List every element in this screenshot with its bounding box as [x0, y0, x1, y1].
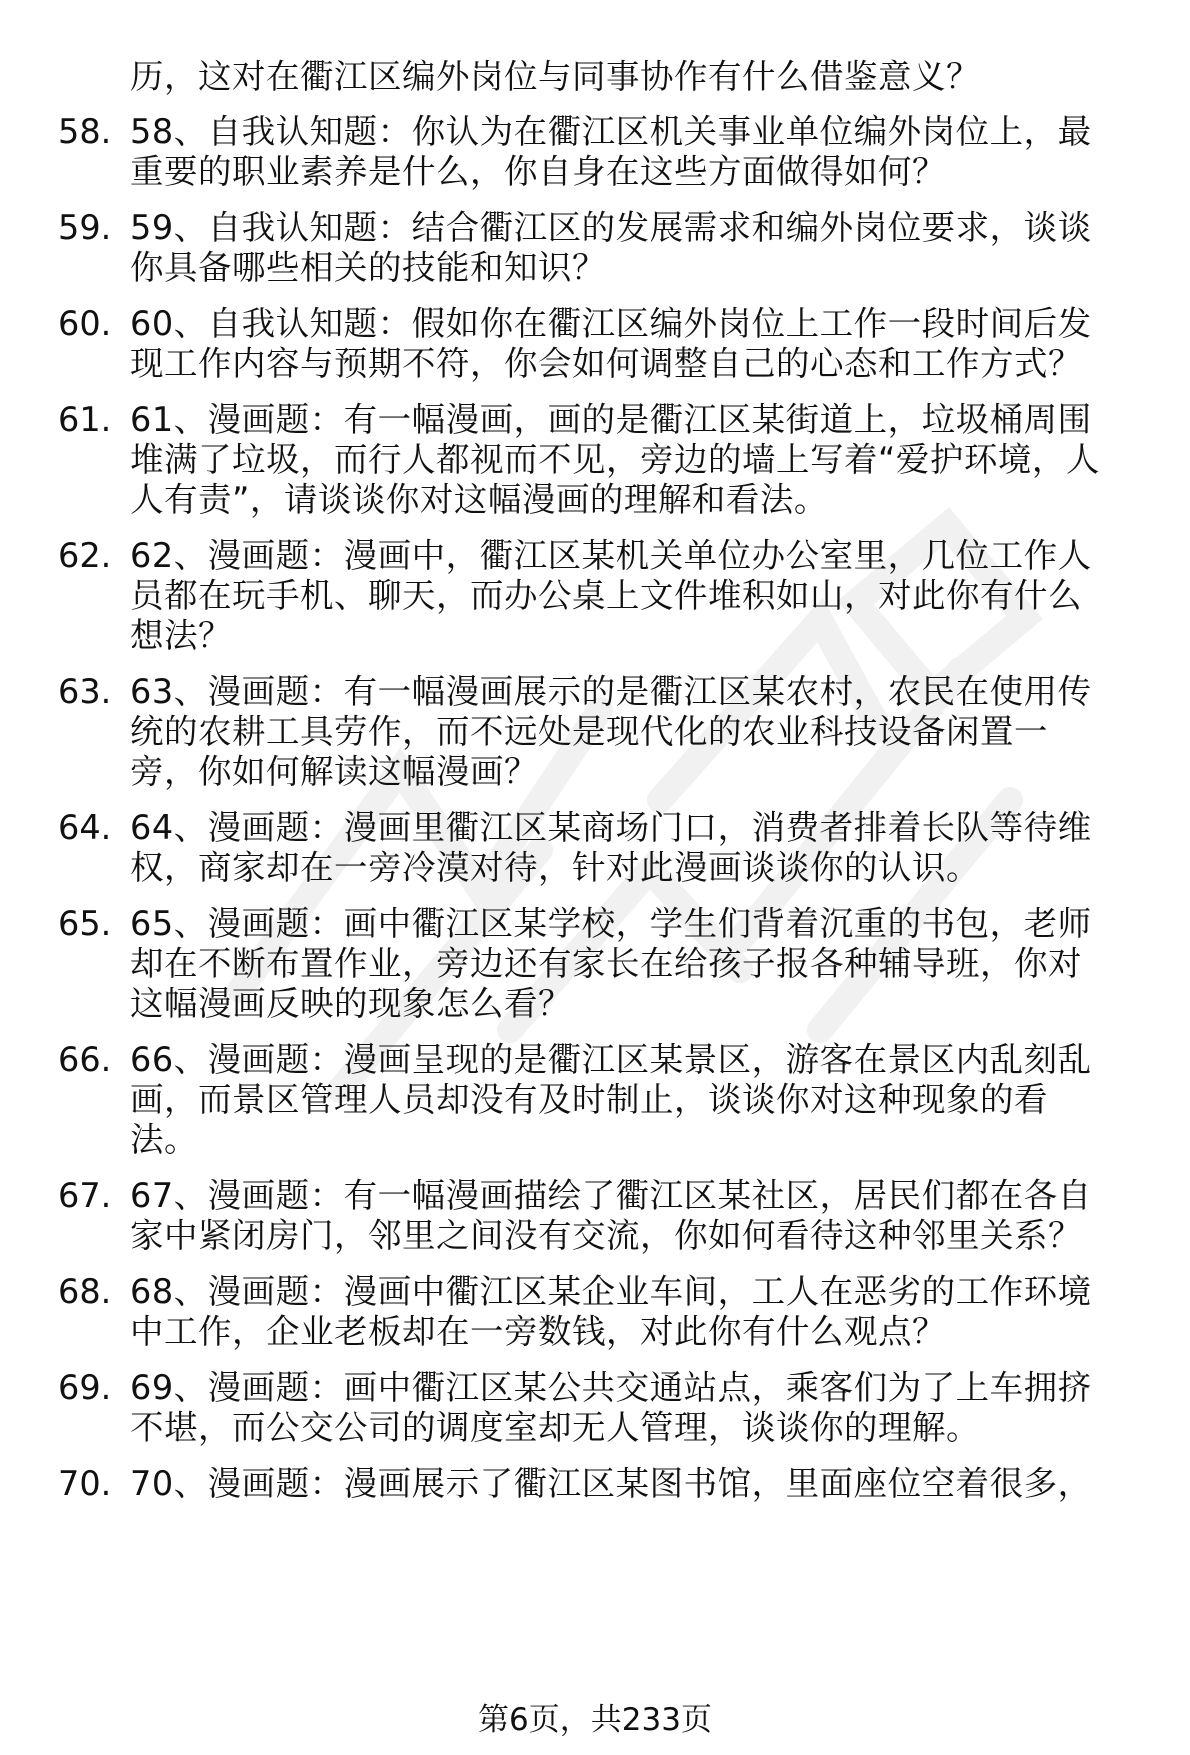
item-number: 68. [58, 1272, 112, 1311]
item-number: 65. [58, 904, 112, 943]
question-line: 堆满了垃圾，而行人都视而不见，旁边的墙上写着“爱护环境，人 [130, 440, 1100, 479]
question-line: 画，而景区管理人员却没有及时制止，谈谈你对这种现象的看 [130, 1080, 1048, 1119]
page-footer: 第6页，共233页 [478, 1702, 712, 1738]
question-line: 中工作，企业老板却在一旁数钱，对此你有什么观点？ [130, 1312, 946, 1351]
question-line: 现工作内容与预期不符，你会如何调整自己的心态和工作方式？ [130, 344, 1082, 383]
item-number: 63. [58, 672, 112, 711]
question-line: 58、自我认知题：你认为在衢江区机关事业单位编外岗位上，最 [130, 112, 1092, 151]
question-line: 法。 [130, 1120, 198, 1159]
question-line: 这幅漫画反映的现象怎么看？ [130, 984, 572, 1023]
question-line: 61、漫画题：有一幅漫画，画的是衢江区某街道上，垃圾桶周围 [130, 400, 1092, 439]
question-line: 统的农耕工具劳作，而不远处是现代化的农业科技设备闲置一 [130, 712, 1048, 751]
question-line: 64、漫画题：漫画里衢江区某商场门口，消费者排着长队等待维 [130, 808, 1092, 847]
question-line: 63、漫画题：有一幅漫画展示的是衢江区某农村，农民在使用传 [130, 672, 1092, 711]
item-number: 58. [58, 112, 112, 151]
question-line: 权，商家却在一旁冷漠对待，针对此漫画谈谈你的认识。 [130, 848, 980, 887]
question-line: 你具备哪些相关的技能和知识？ [130, 248, 606, 287]
question-line: 想法？ [130, 616, 232, 655]
item-number: 66. [58, 1040, 112, 1079]
question-line: 却在不断布置作业，旁边还有家长在给孩子报各种辅导班，你对 [130, 944, 1082, 983]
question-line: 员都在玩手机、聊天，而办公桌上文件堆积如山，对此你有什么 [130, 576, 1082, 615]
question-line: 旁，你如何解读这幅漫画？ [130, 752, 538, 791]
continuation-line: 历，这对在衢江区编外岗位与同事协作有什么借鉴意义？ [130, 57, 980, 96]
question-line: 60、自我认知题：假如你在衢江区编外岗位上工作一段时间后发 [130, 304, 1092, 343]
question-line: 不堪，而公交公司的调度室却无人管理，谈谈你的理解。 [130, 1408, 980, 1447]
question-line: 68、漫画题：漫画中衢江区某企业车间，工人在恶劣的工作环境 [130, 1272, 1092, 1311]
item-number: 60. [58, 304, 112, 343]
question-line: 66、漫画题：漫画呈现的是衢江区某景区，游客在景区内乱刻乱 [130, 1040, 1092, 1079]
question-line: 67、漫画题：有一幅漫画描绘了衢江区某社区，居民们都在各自 [130, 1176, 1092, 1215]
question-line: 62、漫画题：漫画中，衢江区某机关单位办公室里，几位工作人 [130, 536, 1092, 575]
item-number: 69. [58, 1368, 112, 1407]
question-line: 69、漫画题：画中衢江区某公共交通站点，乘客们为了上车拥挤 [130, 1368, 1092, 1407]
item-number: 61. [58, 400, 112, 439]
item-number: 64. [58, 808, 112, 847]
question-line: 家中紧闭房门，邻里之间没有交流，你如何看待这种邻里关系？ [130, 1216, 1082, 1255]
question-line: 59、自我认知题：结合衢江区的发展需求和编外岗位要求，谈谈 [130, 208, 1092, 247]
question-line: 65、漫画题：画中衢江区某学校，学生们背着沉重的书包，老师 [130, 904, 1092, 943]
item-number: 70. [58, 1464, 112, 1503]
question-line: 70、漫画题：漫画展示了衢江区某图书馆，里面座位空着很多， [130, 1464, 1092, 1503]
item-number: 67. [58, 1176, 112, 1215]
question-line: 人有责”，请谈谈你对这幅漫画的理解和看法。 [130, 480, 828, 519]
item-number: 59. [58, 208, 112, 247]
question-line: 重要的职业素养是什么，你自身在这些方面做得如何？ [130, 152, 946, 191]
item-number: 62. [58, 536, 112, 575]
